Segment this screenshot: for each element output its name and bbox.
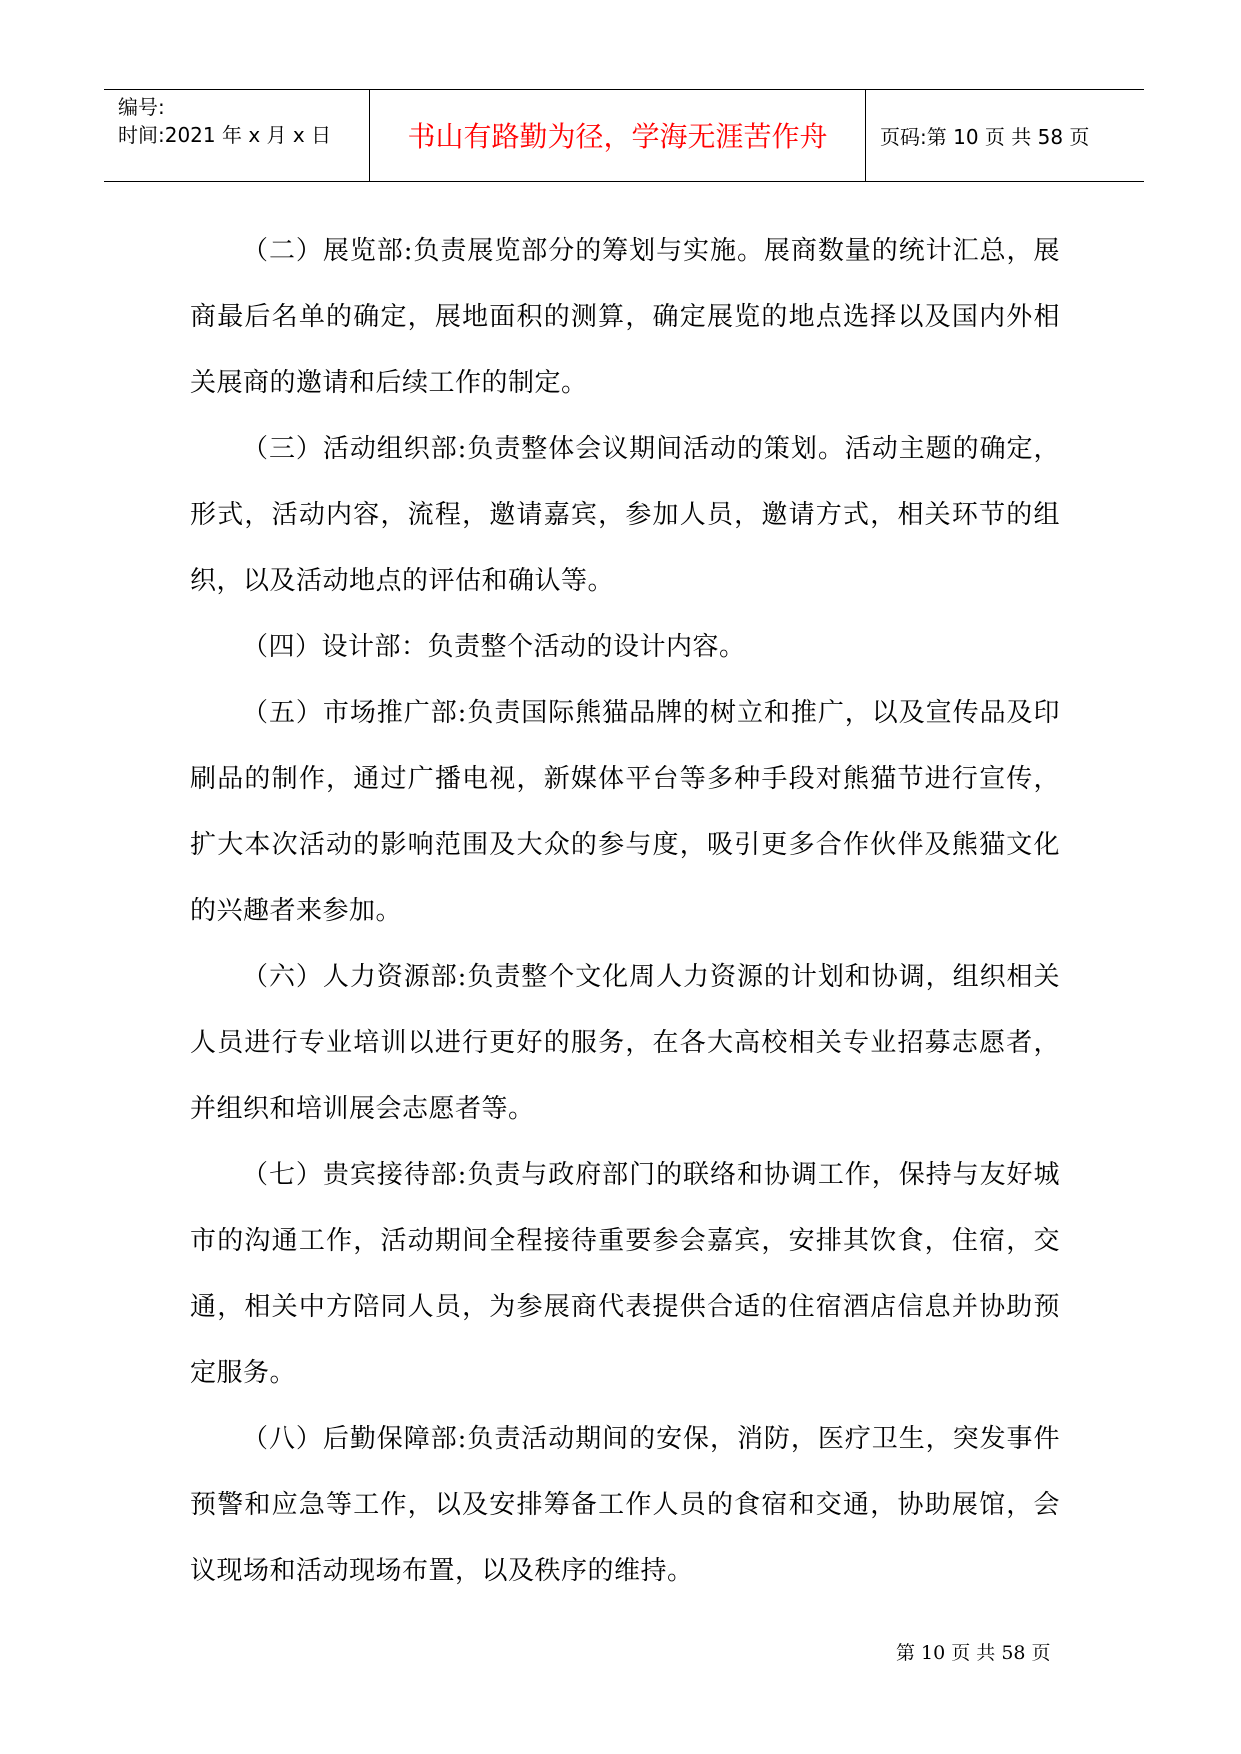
header-meta <box>104 90 370 181</box>
header-page-code: 页码:第 10 页 共 58 页 <box>880 125 1090 149</box>
paragraph-logistics: （八）后勤保障部:负责活动期间的安保，消防，医疗卫生，突发事件预警和应急等工作，以及安排筹备工作人员的食宿和交通，协助展馆，会议现场和活动现场布置，以及秩序的维持。 <box>190 1424 1060 1586</box>
header-motto: 书山有路勤为径，学海无涯苦作舟 <box>407 120 828 153</box>
paragraph-marketing: （五）市场推广部:负责国际熊猫品牌的树立和推广，以及宣传品及印刷品的制作，通过广播电视，新媒体平台等多种手段对熊猫节进行宣传，扩大本次活动的影响范围及大众的参与度，吸引更多合作伙伴及熊猫文化的兴趣者来参加。 <box>190 698 1060 926</box>
paragraph-vip-reception: （七）贵宾接待部:负责与政府部门的联络和协调工作，保持与友好城市的沟通工作，活动期间全程接待重要参会嘉宾，安排其饮食，住宿，交通，相关中方陪同人员，为参展商代表提供合适的住宿酒店信息并协助预定服务。 <box>190 1160 1060 1388</box>
document-number-label: 编号: <box>118 95 165 119</box>
paragraph-human-resources: （六）人力资源部:负责整个文化周人力资源的计划和协调，组织相关人员进行专业培训以进行更好的服务，在各大高校相关专业招募志愿者，并组织和培训展会志愿者等。 <box>190 962 1060 1124</box>
header-page-cell <box>866 90 1144 181</box>
page-header <box>104 89 1144 182</box>
paragraph-design: （四）设计部：负责整个活动的设计内容。 <box>242 632 746 662</box>
header-motto-cell <box>370 90 866 181</box>
page-footer: 第 10 页 共 58 页 <box>896 1642 1051 1664</box>
paragraph-exhibition: （二）展览部:负责展览部分的筹划与实施。展商数量的统计汇总，展商最后名单的确定，展地面积的测算，确定展览的地点选择以及国内外相关展商的邀请和后续工作的制定。 <box>190 236 1060 398</box>
document-body <box>190 218 1060 1604</box>
paragraph-activity-organization: （三）活动组织部:负责整体会议期间活动的策划。活动主题的确定，形式，活动内容，流程，邀请嘉宾，参加人员，邀请方式，相关环节的组织，以及活动地点的评估和确认等。 <box>190 434 1060 596</box>
document-time-label: 时间:2021 年 x 月 x 日 <box>118 123 332 147</box>
